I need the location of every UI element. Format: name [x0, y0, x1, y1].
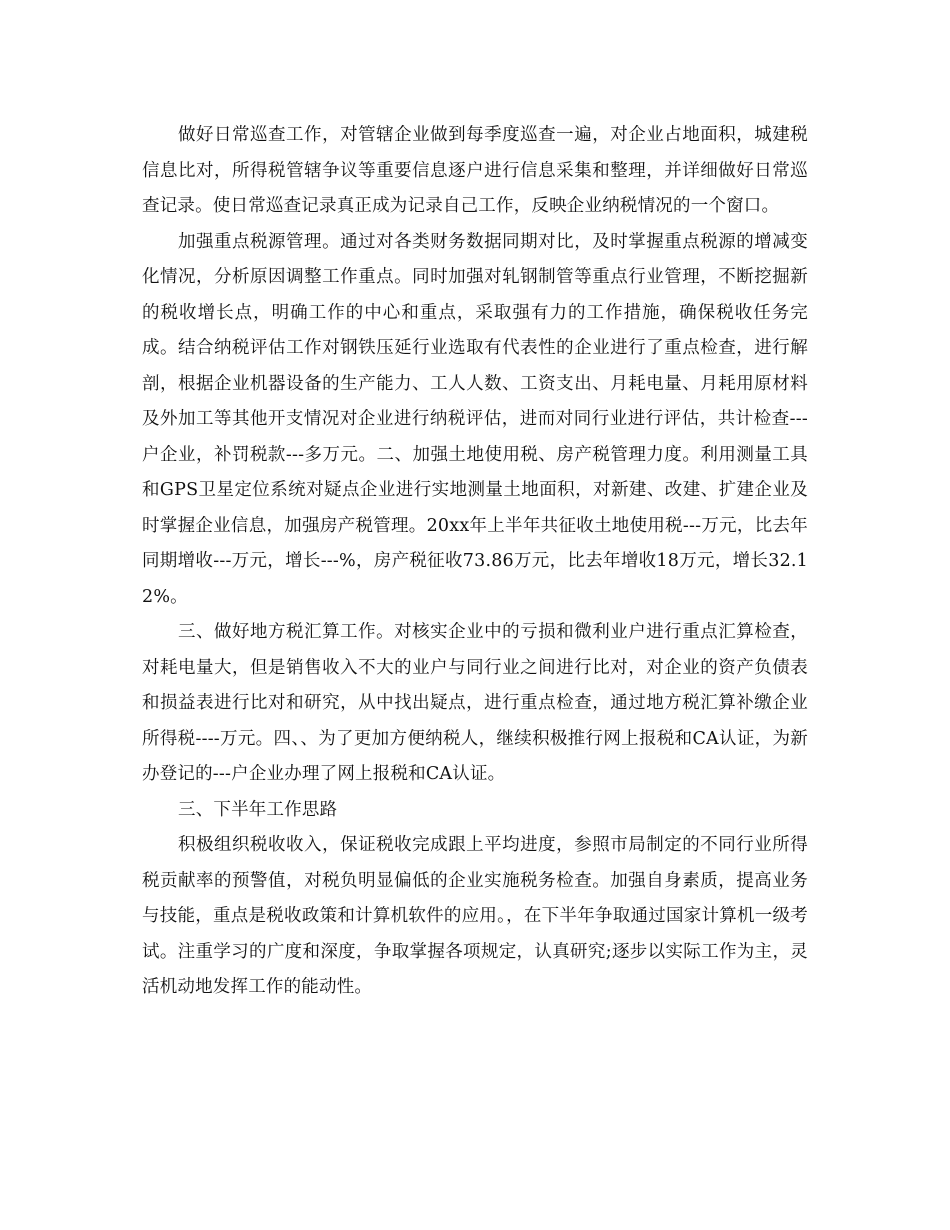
document-body	[142, 118, 808, 1006]
paragraph-daily-inspection: 做好日常巡查工作，对管辖企业做到每季度巡查一遍，对企业占地面积，城建税信息比对，所得税管辖争议等重要信息逐户进行信息采集和整理，并详细做好日常巡查记录。使日常巡查记录真正成为记录自己工作，反映企业纳税情况的一个窗口。	[142, 125, 808, 216]
paragraph-key-tax-source: 加强重点税源管理。通过对各类财务数据同期对比，及时掌握重点税源的增减变化情况，分析原因调整工作重点。同时加强对轧钢制管等重点行业管理，不断挖掘新的税收增长点，明确工作的中心和重点，采取强有力的工作措施，确保税收任务完成。结合纳税评估工作对钢铁压延行业选取有代表性的企业进行了重点检查，进行解剖，根据企业机器设备的生产能力、工人人数、工资支出、月耗电量、月耗用原材料及外加工等其他开支情况对企业进行纳税评估，进而对同行业进行评估，共计检查---户企业，补罚税款---多万元。二、加强土地使用税、房产税管理力度。利用测量工具和GPS卫星定位系统对疑点企业进行实地测量土地面积，对新建、改建、扩建企业及时掌握企业信息，加强房产税管理。20xx年上半年共征收土地使用税---万元，比去年同期增收---万元，增长---%，房产税征收73.86万元，比去年增收18万元，增长32.12%。	[142, 231, 808, 607]
section-heading-second-half-plan: 三、下半年工作思路	[178, 799, 338, 820]
paragraph-local-tax-settlement: 三、做好地方税汇算工作。对核实企业中的亏损和微利业户进行重点汇算检查，对耗电量大，但是销售收入不大的业户与同行业之间进行比对，对企业的资产负债表和损益表进行比对和研究，从中找出疑点，进行重点检查，通过地方税汇算补缴企业所得税----万元。四、、为了更加方便纳税人，继续积极推行网上报税和CA认证，为新办登记的---户企业办理了网上报税和CA认证。	[142, 622, 808, 784]
paragraph-work-ideas: 积极组织税收收入，保证税收完成跟上平均进度，参照市局制定的不同行业所得税贡献率的预警值，对税负明显偏低的企业实施税务检查。加强自身素质，提高业务与技能，重点是税收政策和计算机软件的应用。，在下半年争取通过国家计算机一级考试。注重学习的广度和深度，争取掌握各项规定，认真研究;逐步以实际工作为主，灵活机动地发挥工作的能动性。	[142, 835, 808, 997]
